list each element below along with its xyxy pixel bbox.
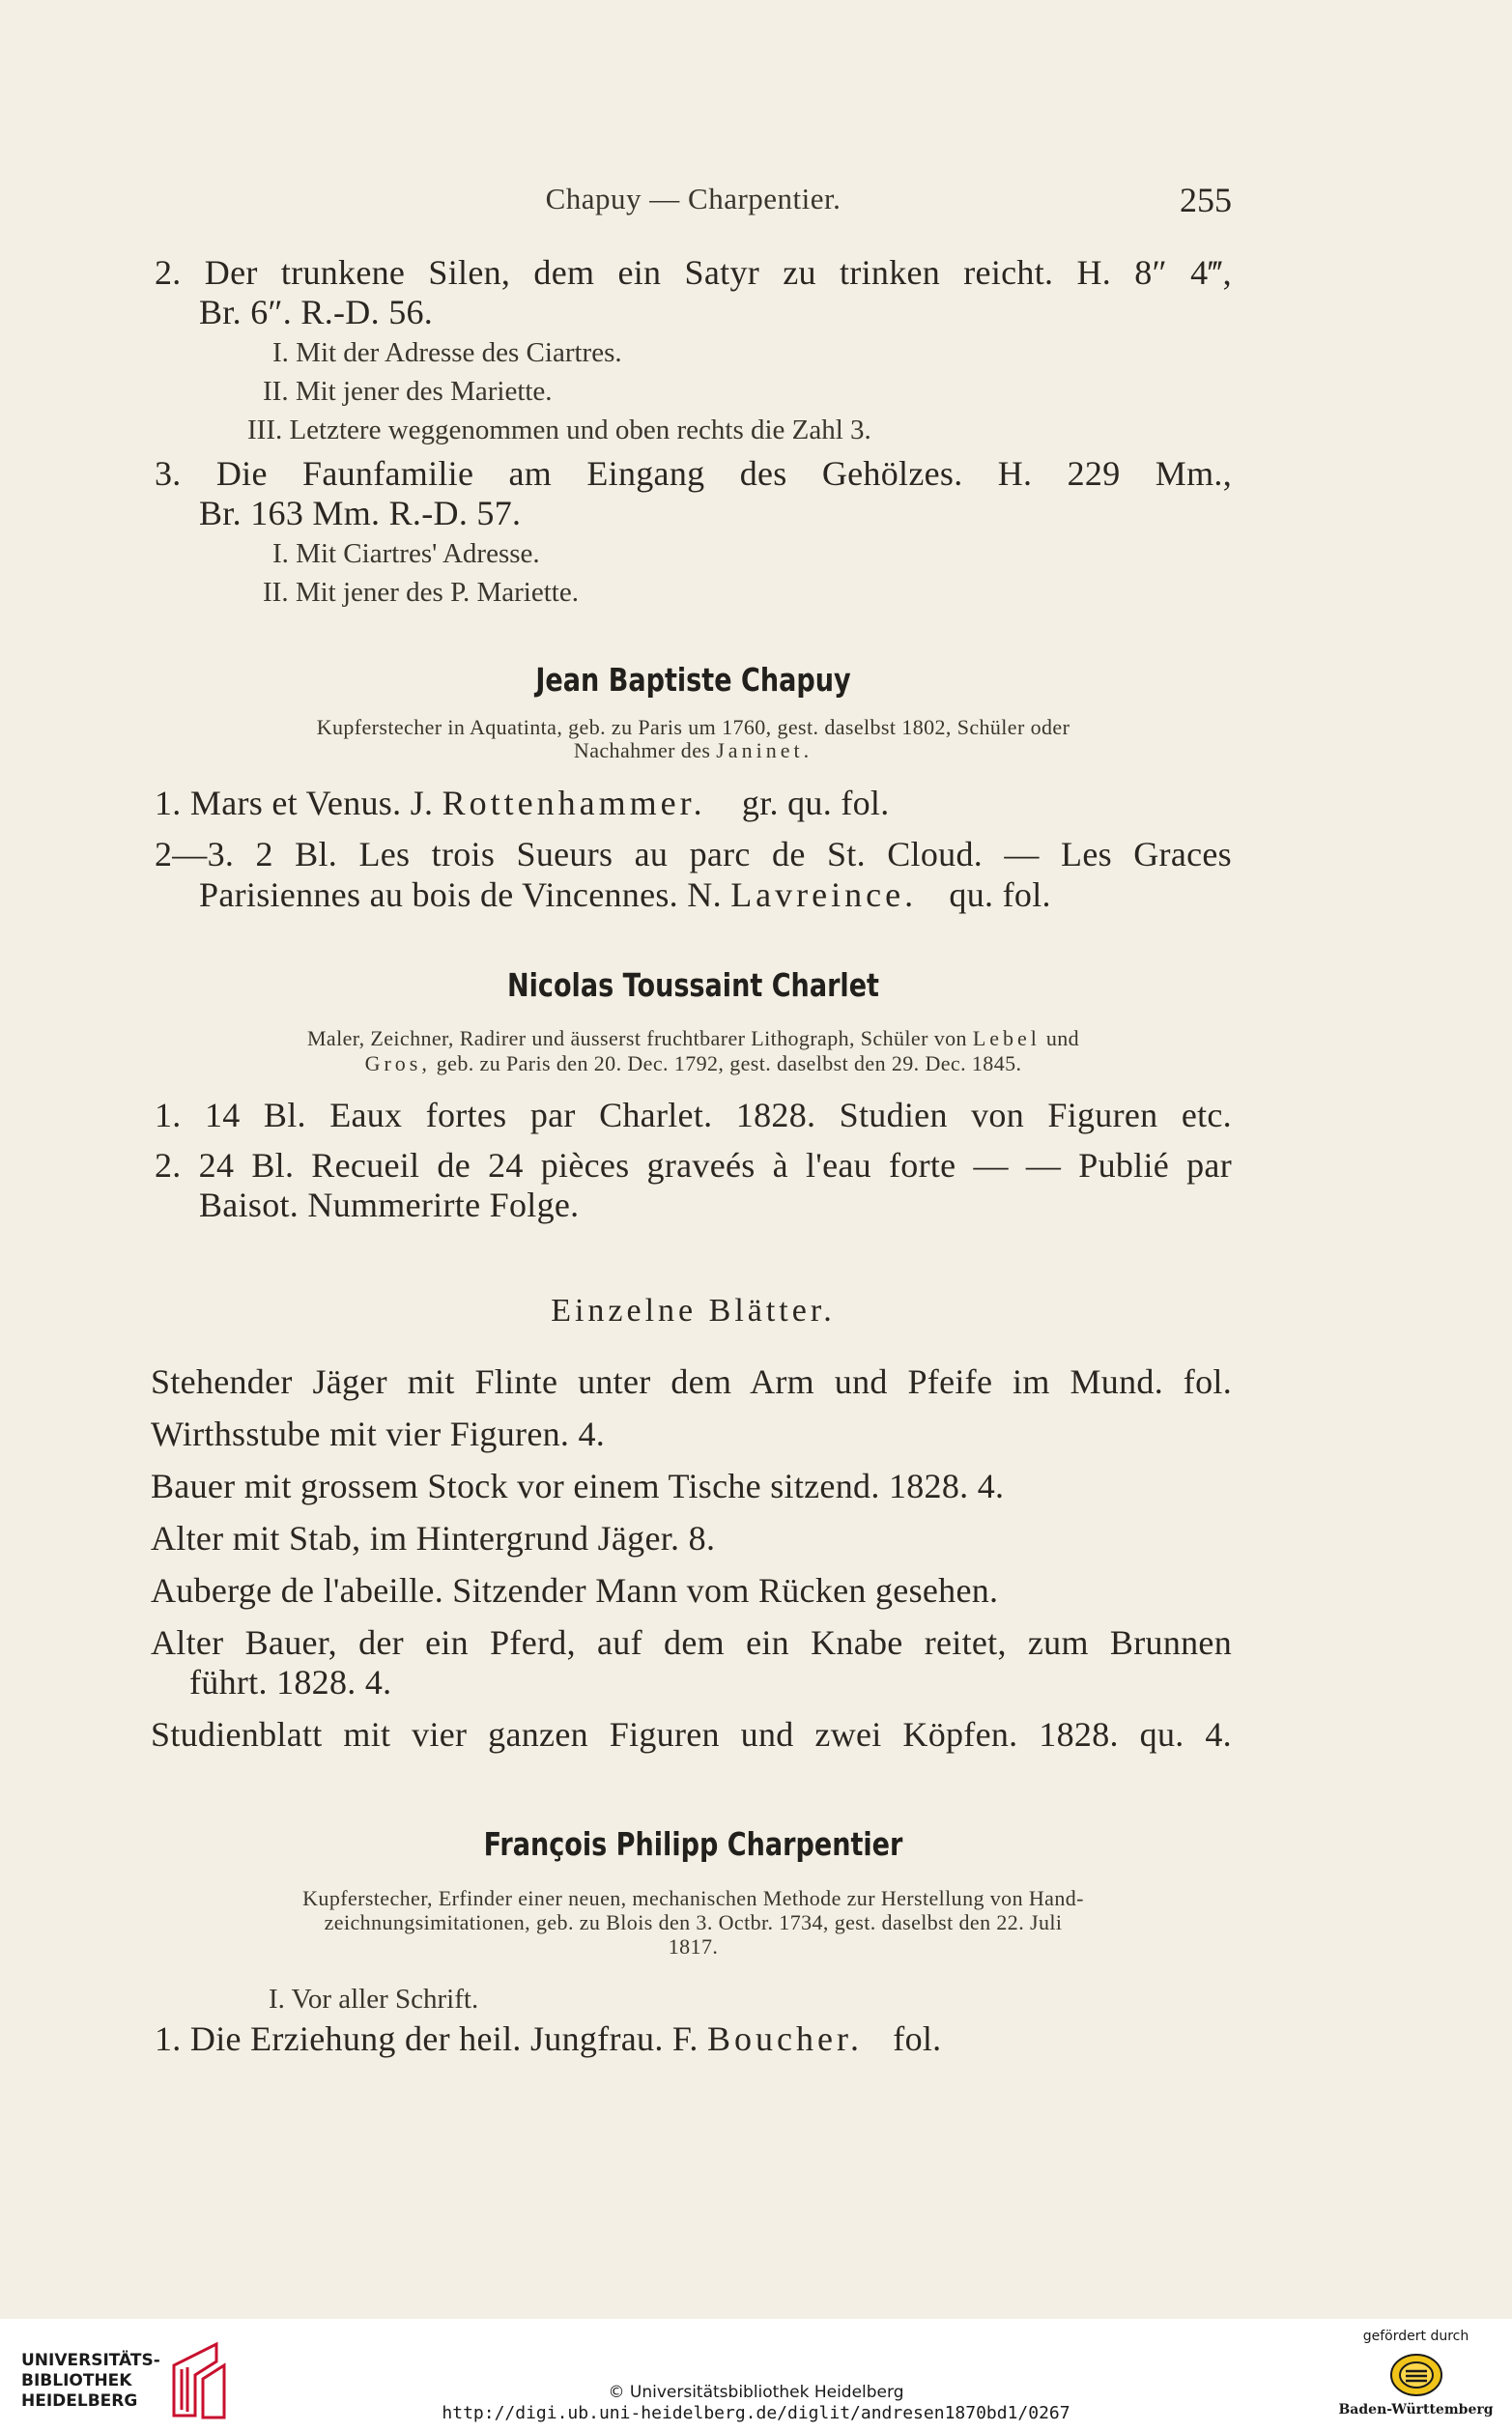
page-header [155, 182, 1232, 230]
entry-3-state-2: II. Mit jener des P. Mariette. [263, 577, 579, 608]
francois-state-1: I. Vor aller Schrift. [269, 1984, 479, 2015]
bio-francois-line-1: Kupferstecher, Erfinder einer neuen, mechanischen Methode zur Herstellung von Hand- [302, 1886, 1084, 1910]
entry-2-line-2: Br. 6″. R.-D. 56. [199, 293, 434, 331]
francois-item-1-artist: Boucher. [706, 2019, 863, 2058]
sheet-item-1: Stehender Jäger mit Flinte unter dem Arm und Pfeife im Mund. fol. [151, 1362, 1232, 1401]
library-name-line-3: HEIDELBERG [21, 2391, 138, 2411]
bio-jean-line-2 [155, 738, 1232, 763]
funder-block[interactable] [1331, 2329, 1500, 2425]
entry-3-state-1: I. Mit Ciartres' Adresse. [272, 538, 540, 569]
francois-item-1-format: fol. [893, 2019, 942, 2058]
jean-item-2-text: Parisiennes au bois de Vincennes. N. [199, 875, 722, 914]
heading-nicolas-toussaint-charlet: Nicolas Toussaint Charlet [506, 966, 879, 1004]
entry-3-line-2: Br. 163 Mm. R.-D. 57. [199, 494, 522, 532]
bio-nicolas-line-1 [155, 1026, 1232, 1051]
nicolas-item-2-line-2: Baisot. Nummerirte Folge. [199, 1186, 580, 1224]
bio-francois-line-3: 1817. [668, 1934, 719, 1959]
baden-wuerttemberg-crest-icon [1388, 2352, 1444, 2398]
entry-3-line-1: 3. Die Faunfamilie am Eingang des Gehölzes. H. 229 Mm., [155, 454, 1232, 493]
jean-item-1 [155, 784, 890, 822]
francois-item-1-text: 1. Die Erziehung der heil. Jungfrau. F. [155, 2019, 699, 2058]
library-name-line-1: UNIVERSITÄTS- [21, 2351, 160, 2370]
sheet-item-2: Wirthsstube mit vier Figuren. 4. [151, 1415, 606, 1453]
jean-item-2-line-1: 2—3. 2 Bl. Les trois Sueurs au parc de St. Cloud. — Les Graces [155, 835, 1232, 873]
running-title: Chapuy — Charpentier. [545, 182, 842, 215]
bio-nicolas-gros: Gros, [364, 1051, 431, 1075]
bio-jean-line-1: Kupferstecher in Aquatinta, geb. zu Paris um 1760, gest. daselbst 1802, Schüler oder [316, 715, 1070, 739]
bio-jean-line-2-prefix: Nachahmer des [573, 738, 711, 762]
nicolas-item-1: 1. 14 Bl. Eaux fortes par Charlet. 1828. Studien von Figuren etc. [155, 1096, 1232, 1134]
footer-copyright: © Universitätsbibliothek Heidelberg [608, 2383, 904, 2402]
sheet-item-5: Auberge de l'abeille. Sitzender Mann vom Rücken gesehen. [151, 1571, 999, 1610]
footer-url[interactable]: http://digi.ub.uni-heidelberg.de/diglit/andresen1870bd1/0267 [442, 2403, 1070, 2423]
bio-nicolas-line-1-suffix: und [1045, 1026, 1080, 1050]
heading-jean-baptiste-chapuy: Jean Baptiste Chapuy [535, 661, 851, 699]
funder-name: Baden-Württemberg [1338, 2402, 1494, 2418]
sheet-item-6-line-2: führt. 1828. 4. [189, 1663, 392, 1702]
funded-by-label: gefördert durch [1362, 2329, 1469, 2344]
sheet-item-6-line-1: Alter Bauer, der ein Pferd, auf dem ein Knabe reitet, zum Brunnen [151, 1623, 1232, 1662]
francois-item-1 [155, 2019, 941, 2058]
bio-jean-janinet: Janinet. [716, 738, 813, 762]
sheet-item-3: Bauer mit grossem Stock vor einem Tische sitzend. 1828. 4. [151, 1467, 1005, 1505]
jean-item-1-format: gr. qu. fol. [741, 784, 890, 822]
library-name-line-2: BIBLIOTHEK [21, 2371, 132, 2390]
jean-item-2-artist: Lavreince. [730, 875, 918, 914]
entry-2-state-2: II. Mit jener des Mariette. [263, 376, 553, 407]
bio-nicolas-line-1-prefix: Maler, Zeichner, Radirer und äusserst fruchtbarer Lithograph, Schüler von [306, 1026, 967, 1050]
page-number: 255 [1180, 181, 1232, 219]
jean-item-2-format: qu. fol. [949, 875, 1051, 914]
entry-2-line-1: 2. Der trunkene Silen, dem ein Satyr zu trinken reicht. H. 8″ 4‴, [155, 253, 1232, 292]
entry-2-state-1: I. Mit der Adresse des Ciartres. [272, 337, 622, 368]
jean-item-1-artist: Rottenhammer. [442, 784, 706, 822]
bio-francois-line-2: zeichnungsimitationen, geb. zu Blois den 3. Octbr. 1734, gest. daselbst den 22. Juli [324, 1910, 1063, 1934]
bio-nicolas-lebel: Lebel [972, 1026, 1041, 1050]
sheet-item-4: Alter mit Stab, im Hintergrund Jäger. 8. [151, 1519, 716, 1558]
entry-2-state-3: III. Letztere weggenommen und oben rechts die Zahl 3. [247, 415, 871, 445]
jean-item-2-line-2 [199, 875, 1051, 914]
nicolas-item-2-line-1: 2. 24 Bl. Recueil de 24 pièces graveés à l'eau forte — — Publié par [155, 1146, 1232, 1185]
sheet-item-7: Studienblatt mit vier ganzen Figuren und zwei Köpfen. 1828. qu. 4. [151, 1715, 1232, 1754]
jean-item-1-text: 1. Mars et Venus. J. [155, 784, 434, 822]
bio-nicolas-line-2-suffix: geb. zu Paris den 20. Dec. 1792, gest. daselbst den 29. Dec. 1845. [436, 1051, 1022, 1075]
section-title-single-sheets: Einzelne Blätter. [551, 1293, 836, 1329]
bio-nicolas-line-2 [155, 1051, 1232, 1076]
heading-francois-philipp-charpentier: François Philipp Charpentier [483, 1825, 903, 1863]
